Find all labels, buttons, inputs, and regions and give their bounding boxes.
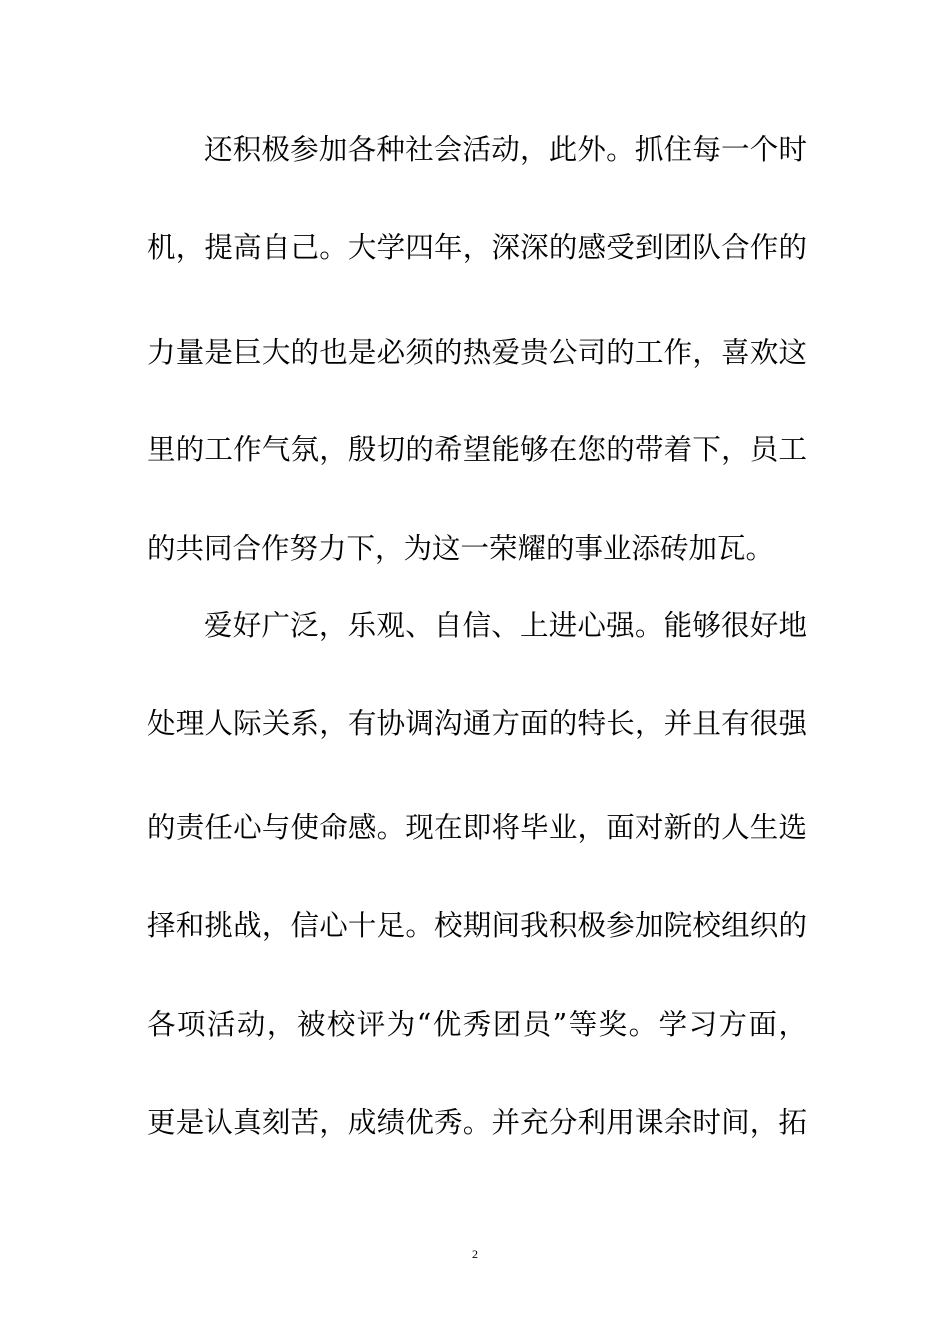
text-line-6: 爱好广泛，乐观、自信、上进心强。能够很好地 [204, 609, 807, 642]
text-line-7: 处理人际关系，有协调沟通方面的特长，并且有很强 [147, 707, 807, 740]
text-line-2: 机，提高自己。大学四年，深深的感受到团队合作的 [147, 231, 807, 264]
text-line-10: 各项活动，被校评为“优秀团员”等奖。学习方面， [147, 1008, 807, 1041]
text-line-11: 更是认真刻苦，成绩优秀。并充分利用课余时间，拓 [147, 1106, 807, 1139]
text-line-5: 的共同合作努力下，为这一荣耀的事业添砖加瓦。 [147, 532, 775, 565]
text-line-3: 力量是巨大的也是必须的热爱贵公司的工作，喜欢这 [147, 336, 807, 369]
text-line-8: 的责任心与使命感。现在即将毕业，面对新的人生选 [147, 811, 807, 844]
page-number: 2 [472, 1247, 478, 1261]
text-line-1: 还积极参加各种社会活动，此外。抓住每一个时 [204, 133, 807, 166]
text-line-9: 择和挑战，信心十足。校期间我积极参加院校组织的 [147, 909, 807, 942]
text-line-4: 里的工作气氛，殷切的希望能够在您的带着下，员工 [147, 433, 807, 466]
